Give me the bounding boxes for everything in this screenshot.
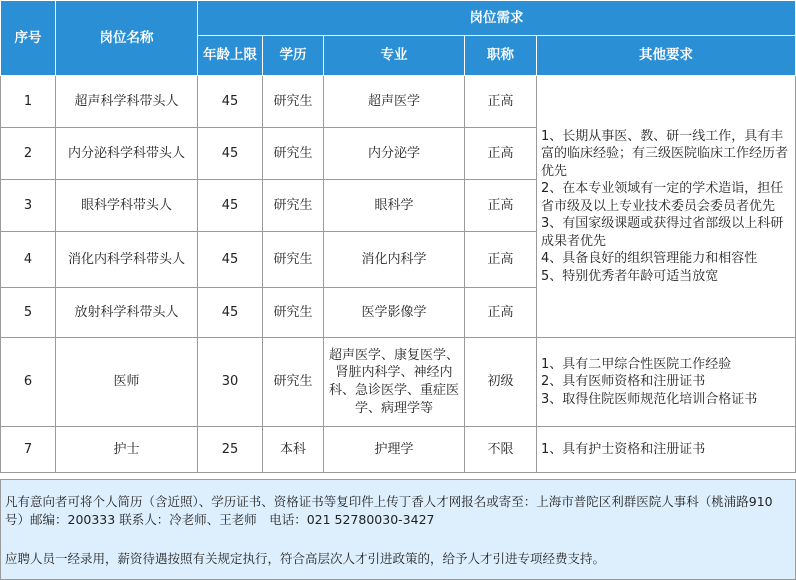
cell-position: 内分泌科学科带头人	[56, 128, 198, 180]
requirement-line: 1、具有护士资格和注册证书	[541, 441, 706, 457]
cell-education: 本科	[263, 427, 324, 473]
header-major: 专业	[324, 36, 465, 76]
header-requirements-group: 岗位需求	[198, 1, 796, 36]
cell-position: 放射科学科带头人	[56, 288, 198, 338]
footer-notes	[0, 479, 796, 580]
cell-index: 6	[1, 338, 56, 427]
cell-major: 内分泌学	[324, 128, 465, 180]
cell-title: 初级	[465, 338, 537, 427]
cell-age: 45	[198, 76, 263, 128]
header-age: 年龄上限	[198, 36, 263, 76]
requirement-line: 2、具有医师资格和注册证书	[541, 374, 706, 390]
requirement-line: 3、有国家级课题或获得过省部级以上科研成果者优先	[541, 216, 784, 249]
cell-index: 7	[1, 427, 56, 473]
application-instructions: 凡有意向者可将个人简历（含近照）、学历证书、资格证书等复印件上传丁香人才网报名或寄至：上海市普陀区利群医院人事科（桃浦路910号）邮编：200333 联系人：冷老师、王老师 电话：021 52780030-3427	[5, 494, 773, 527]
cell-index: 2	[1, 128, 56, 180]
cell-title: 正高	[465, 232, 537, 288]
cell-index: 5	[1, 288, 56, 338]
cell-position: 眼科学科带头人	[56, 180, 198, 232]
requirement-line: 4、具备良好的组织管理能力和相容性	[541, 251, 758, 267]
table-row	[1, 338, 796, 427]
cell-major: 消化内科学	[324, 232, 465, 288]
cell-other-physician	[537, 338, 796, 427]
cell-index: 3	[1, 180, 56, 232]
requirement-line: 5、特别优秀者年龄可适当放宽	[541, 268, 719, 284]
cell-age: 25	[198, 427, 263, 473]
cell-other-nurse	[537, 427, 796, 473]
cell-education: 研究生	[263, 128, 324, 180]
header-position: 岗位名称	[56, 1, 198, 76]
requirement-line: 3、取得住院医师规范化培训合格证书	[541, 391, 758, 407]
cell-education: 研究生	[263, 180, 324, 232]
cell-position: 消化内科学科带头人	[56, 232, 198, 288]
cell-age: 30	[198, 338, 263, 427]
header-title: 职称	[465, 36, 537, 76]
cell-major: 护理学	[324, 427, 465, 473]
table-row	[1, 76, 796, 128]
header-education: 学历	[263, 36, 324, 76]
cell-major: 超声医学	[324, 76, 465, 128]
table-row	[1, 427, 796, 473]
cell-title: 正高	[465, 180, 537, 232]
cell-age: 45	[198, 288, 263, 338]
cell-age: 45	[198, 232, 263, 288]
requirement-line: 2、在本专业领域有一定的学术造诣，担任省市级及以上专业技术委员会委员者优先	[541, 181, 784, 214]
requirement-line: 1、长期从事医、教、研一线工作，具有丰富的临床经验；有三级医院临床工作经历者优先	[541, 128, 789, 179]
cell-index: 1	[1, 76, 56, 128]
cell-major: 眼科学	[324, 180, 465, 232]
cell-age: 45	[198, 128, 263, 180]
cell-title: 正高	[465, 128, 537, 180]
cell-major: 超声医学、康复医学、肾脏内科学、神经内科、急诊医学、重症医学、病理学等	[324, 338, 465, 427]
header-other: 其他要求	[537, 36, 796, 76]
salary-policy-note: 应聘人员一经录用，薪资待遇按照有关规定执行，符合高层次人才引进政策的，给予人才引进专项经费支持。	[5, 551, 606, 566]
cell-education: 研究生	[263, 288, 324, 338]
cell-title: 不限	[465, 427, 537, 473]
cell-index: 4	[1, 232, 56, 288]
cell-other-leaders	[537, 76, 796, 338]
cell-title: 正高	[465, 76, 537, 128]
cell-education: 研究生	[263, 338, 324, 427]
cell-education: 研究生	[263, 232, 324, 288]
cell-education: 研究生	[263, 76, 324, 128]
cell-position: 护士	[56, 427, 198, 473]
header-index: 序号	[1, 1, 56, 76]
cell-position: 医师	[56, 338, 198, 427]
cell-major: 医学影像学	[324, 288, 465, 338]
requirement-line: 1、具有二甲综合性医院工作经验	[541, 356, 732, 372]
cell-position: 超声科学科带头人	[56, 76, 198, 128]
cell-title: 正高	[465, 288, 537, 338]
cell-age: 45	[198, 180, 263, 232]
